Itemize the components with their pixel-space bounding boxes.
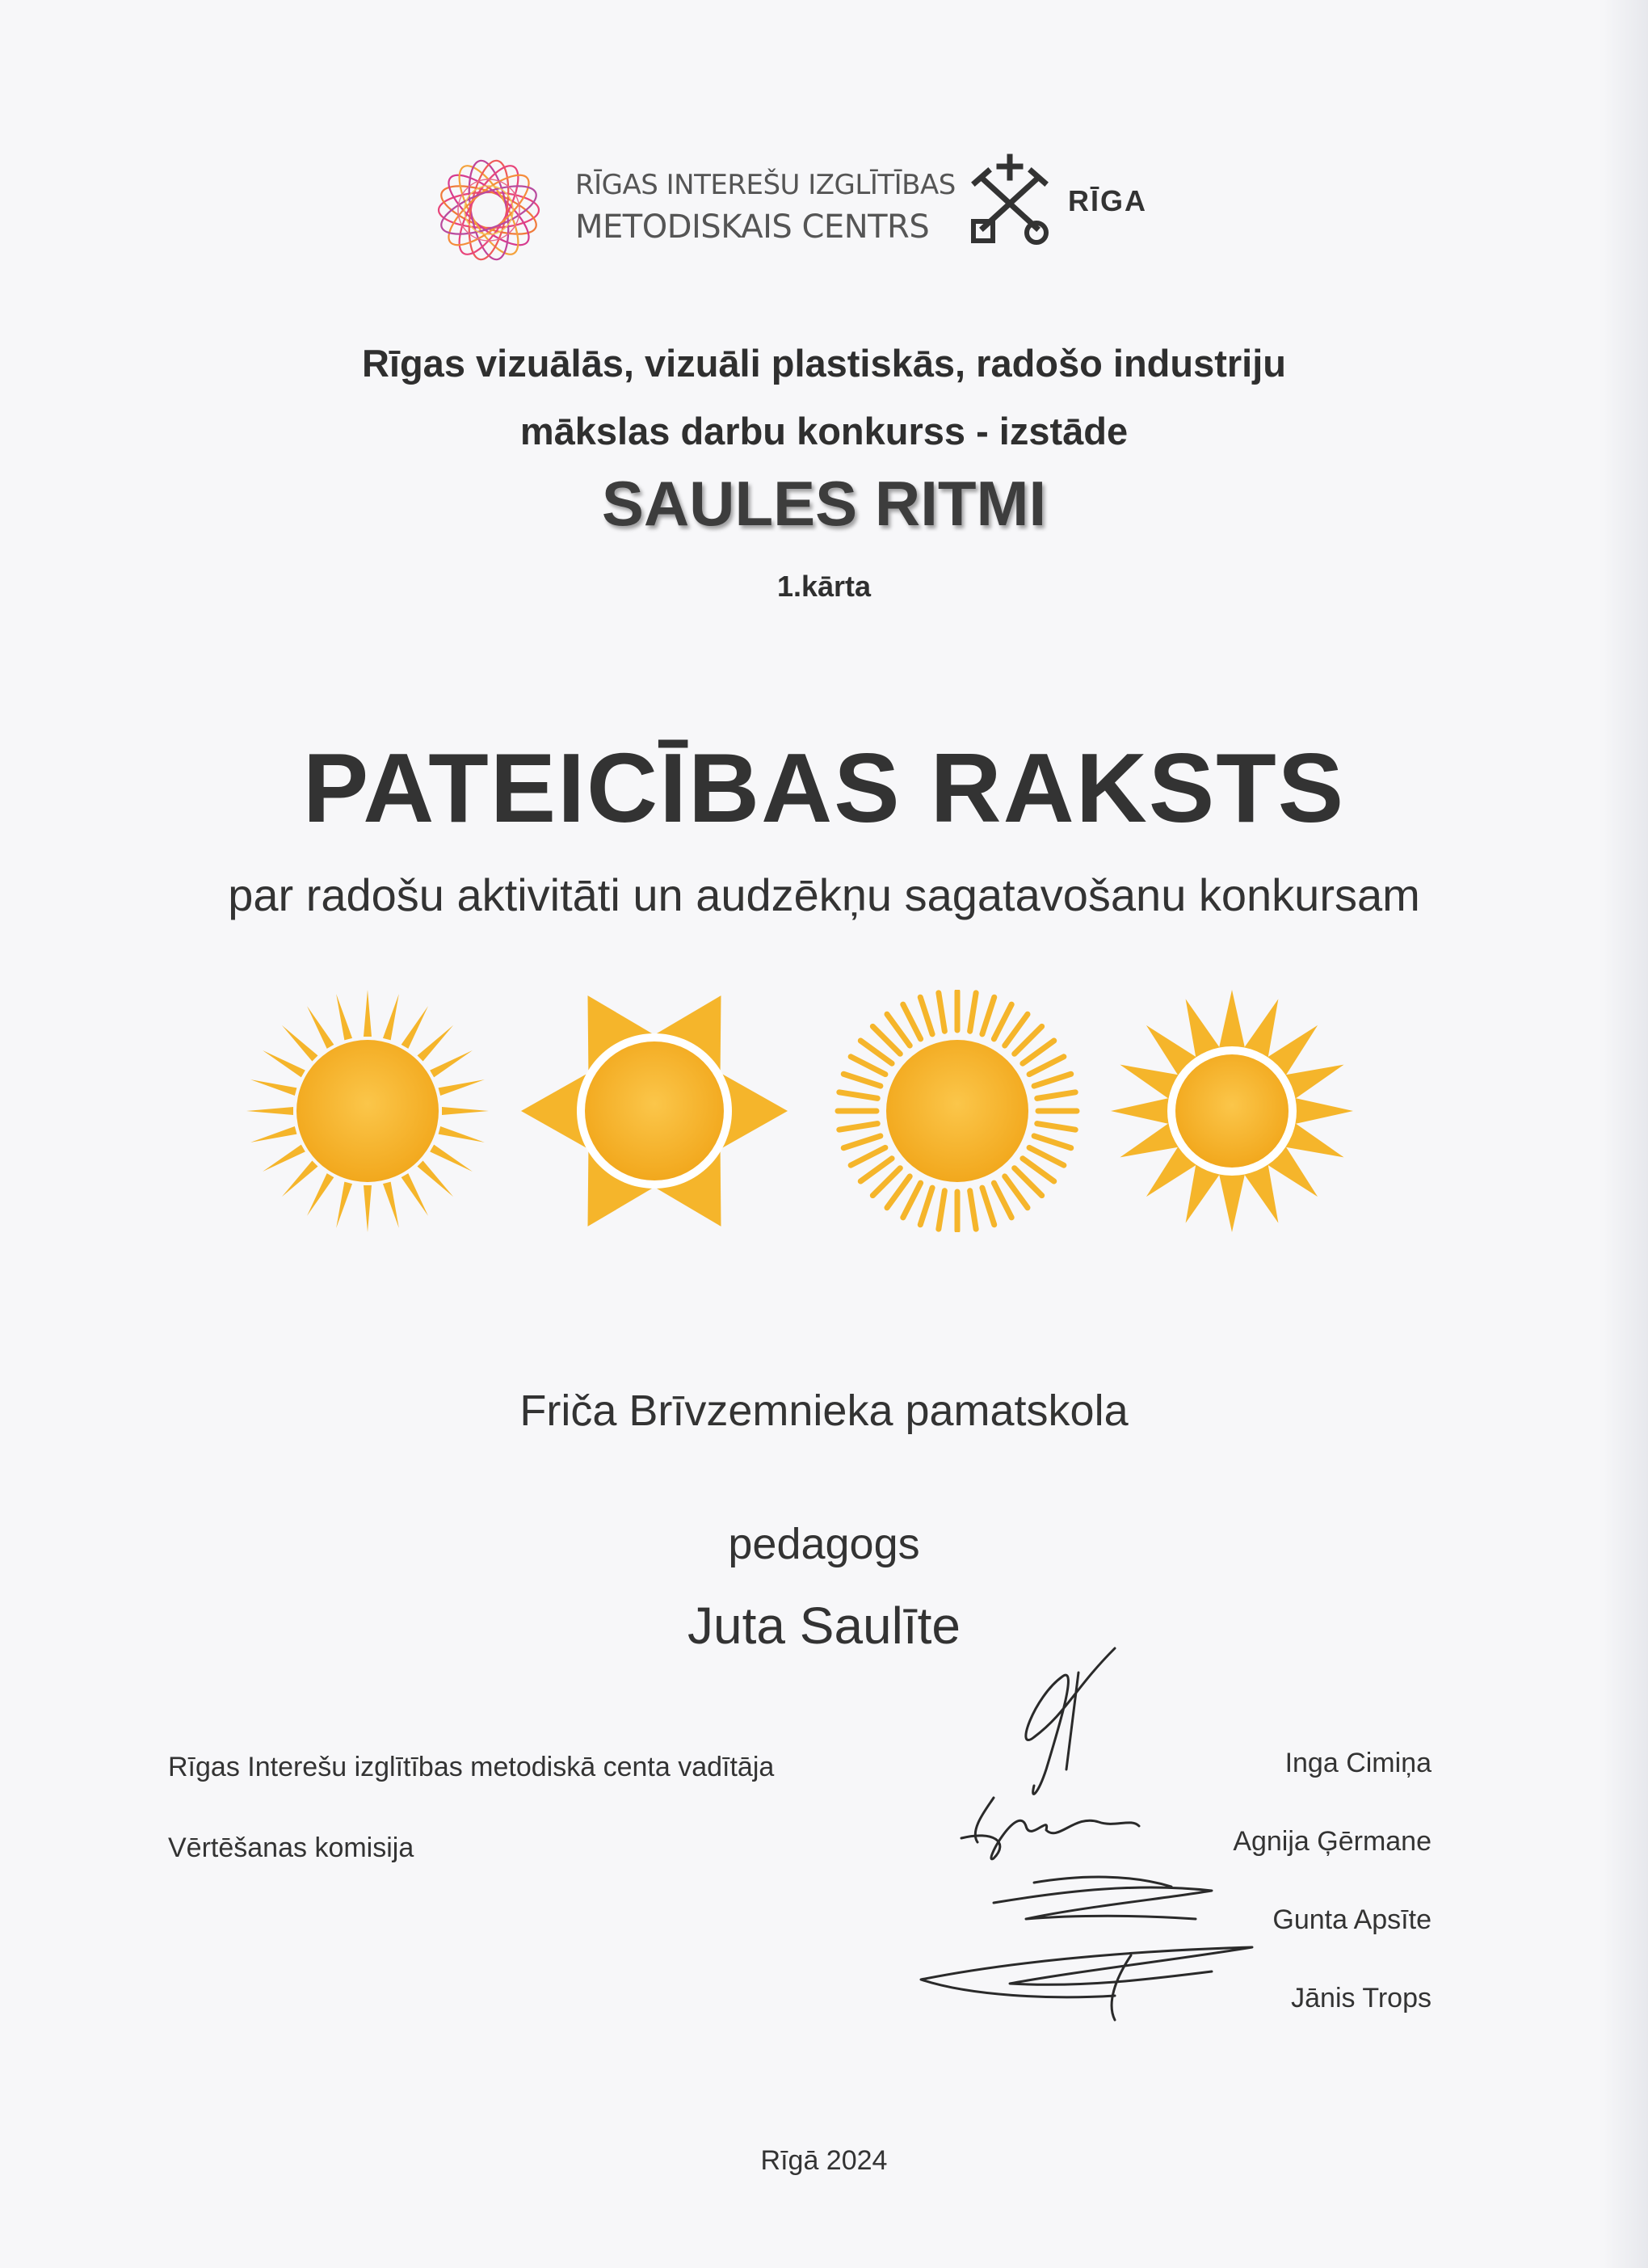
riga-keys-emblem-icon [965,154,1054,246]
sun-icon [246,990,489,1232]
signatory-name: Agnija Ģērmane [1233,1826,1431,1857]
recipient-name: Juta Saulīte [687,1597,961,1655]
signatory-name: Jānis Trops [1291,1983,1431,2013]
certificate-reason: par radošu aktivitāti un audzēkņu sagatavošanu konkursam [228,869,1420,920]
org-line2: METODISKAIS CENTRS [575,208,930,246]
certificate-title: PATEICĪBAS RAKSTS [302,733,1346,843]
school-name: Friča Brīvzemnieka pamatskola [519,1386,1129,1435]
contest-name: SAULES RITMI [601,468,1047,539]
rimc-logo-icon [424,145,553,275]
contest-line1: Rīgas vizuālās, vizuāli plastiskās, radošo industriju [361,342,1287,385]
signatory-name: Inga Cimiņa [1284,1748,1431,1778]
org-line1: RĪGAS INTEREŠU IZGLĪTĪBAS [575,169,956,201]
riga-city-name: RĪGA [1068,184,1147,217]
sun-icon [1111,990,1353,1232]
signatory-name: Gunta Apsīte [1272,1904,1431,1935]
director-label: Rīgas Interešu izglītības metodiskā centa vadītāja [168,1752,775,1782]
sun-icon [521,995,788,1227]
sun-icon [838,991,1077,1231]
contest-stage: 1.kārta [776,570,872,603]
contest-description [0,330,1648,465]
place-and-year: Rīgā 2024 [760,2145,888,2176]
contest-line2: mākslas darbu konkurss - izstāde [519,410,1129,452]
handwritten-signatures [872,1640,1293,2077]
rimc-name [575,166,956,250]
recipient-role: pedagogs [728,1520,920,1568]
suns-decoration [238,990,1369,1232]
committee-label: Vērtēšanas komisija [168,1832,414,1863]
